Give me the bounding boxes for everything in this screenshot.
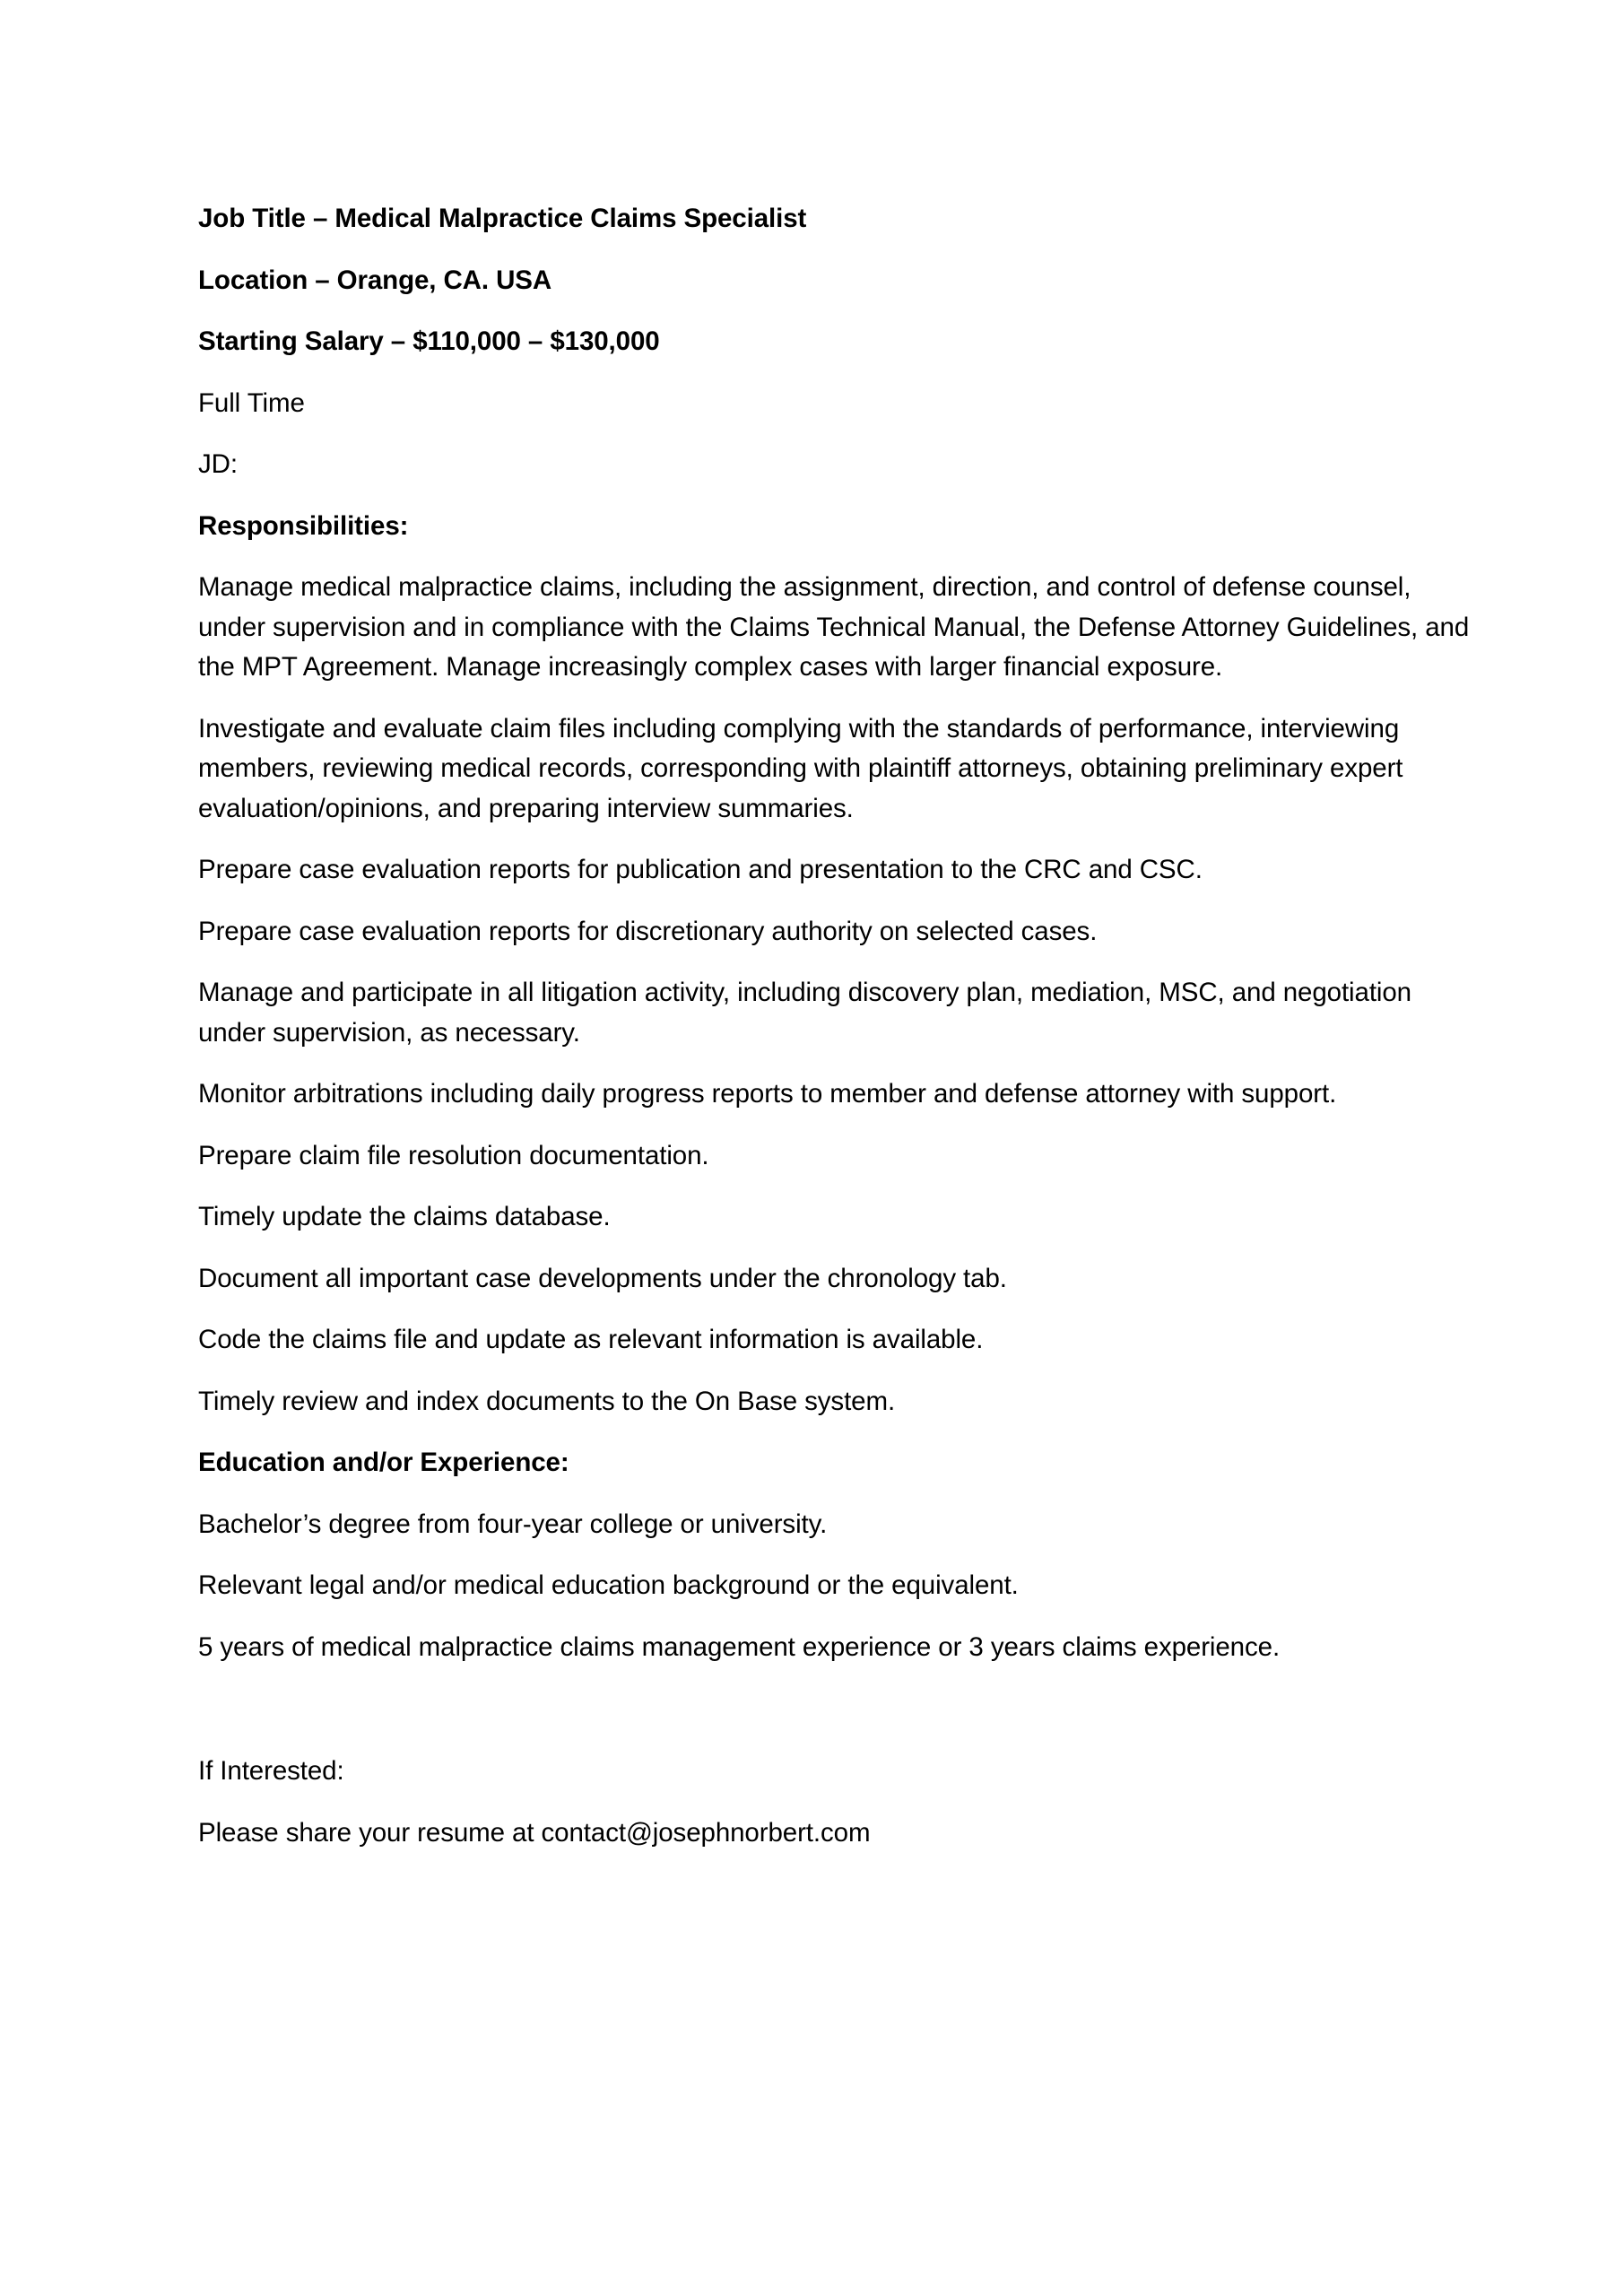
- responsibilities-heading: Responsibilities:: [198, 510, 409, 541]
- job-title: Job Title – Medical Malpractice Claims Specialist: [198, 204, 807, 233]
- responsibility-item: Investigate and evaluate claim files including complying with the standards of performance, interviewing members, reviewing medical records, corresponding with plaintiff attorneys, obtaining preliminary expert evaluation/opinions, and preparing interview summaries.: [198, 713, 1403, 823]
- responsibility-item: Manage and participate in all litigation activity, including discovery plan, mediation, MSC, and negotiation under supervision, as necessary.: [198, 978, 1411, 1048]
- jd-label: JD:: [198, 449, 238, 479]
- document-page: [198, 199, 1481, 1874]
- responsibility-item: Code the claims file and update as relevant information is available.: [198, 1325, 984, 1354]
- contact-line: [198, 1813, 1481, 1854]
- job-location: Location – Orange, CA. USA: [198, 265, 552, 295]
- starting-salary: Starting Salary – $110,000 – $130,000: [198, 326, 660, 356]
- responsibility-item: Timely update the claims database.: [198, 1202, 611, 1231]
- responsibility-item: Manage medical malpractice claims, including the assignment, direction, and control of defense counsel, under supervision and in compliance with the Claims Technical Manual, the Defense Attorney Guidelines, and the MPT Agreement. Manage increasingly complex cases with larger financial exposure.: [198, 572, 1470, 682]
- responsibility-item: Prepare case evaluation reports for discretionary authority on selected cases.: [198, 916, 1098, 946]
- contact-intro: If Interested:: [198, 1756, 344, 1786]
- education-item: Relevant legal and/or medical education background or the equivalent.: [198, 1570, 1019, 1600]
- contact-prefix: Please share your resume at: [198, 1817, 542, 1848]
- contact-email-link[interactable]: contact@josephnorbert.com: [541, 1817, 871, 1848]
- responsibility-item: Prepare case evaluation reports for publication and presentation to the CRC and CSC.: [198, 855, 1203, 884]
- education-item: 5 years of medical malpractice claims management experience or 3 years claims experience.: [198, 1631, 1281, 1662]
- responsibility-item: Timely review and index documents to the On Base system.: [198, 1386, 896, 1416]
- responsibility-item: Prepare claim file resolution documentation.: [198, 1140, 709, 1170]
- employment-type: Full Time: [198, 387, 305, 418]
- education-heading: Education and/or Experience:: [198, 1448, 569, 1477]
- responsibility-item: Document all important case developments under the chronology tab.: [198, 1263, 1007, 1293]
- blank-spacer: [198, 1689, 1481, 1752]
- education-item: Bachelor’s degree from four-year college or university.: [198, 1509, 828, 1539]
- responsibility-item: Monitor arbitrations including daily progress reports to member and defense attorney with support.: [198, 1079, 1337, 1109]
